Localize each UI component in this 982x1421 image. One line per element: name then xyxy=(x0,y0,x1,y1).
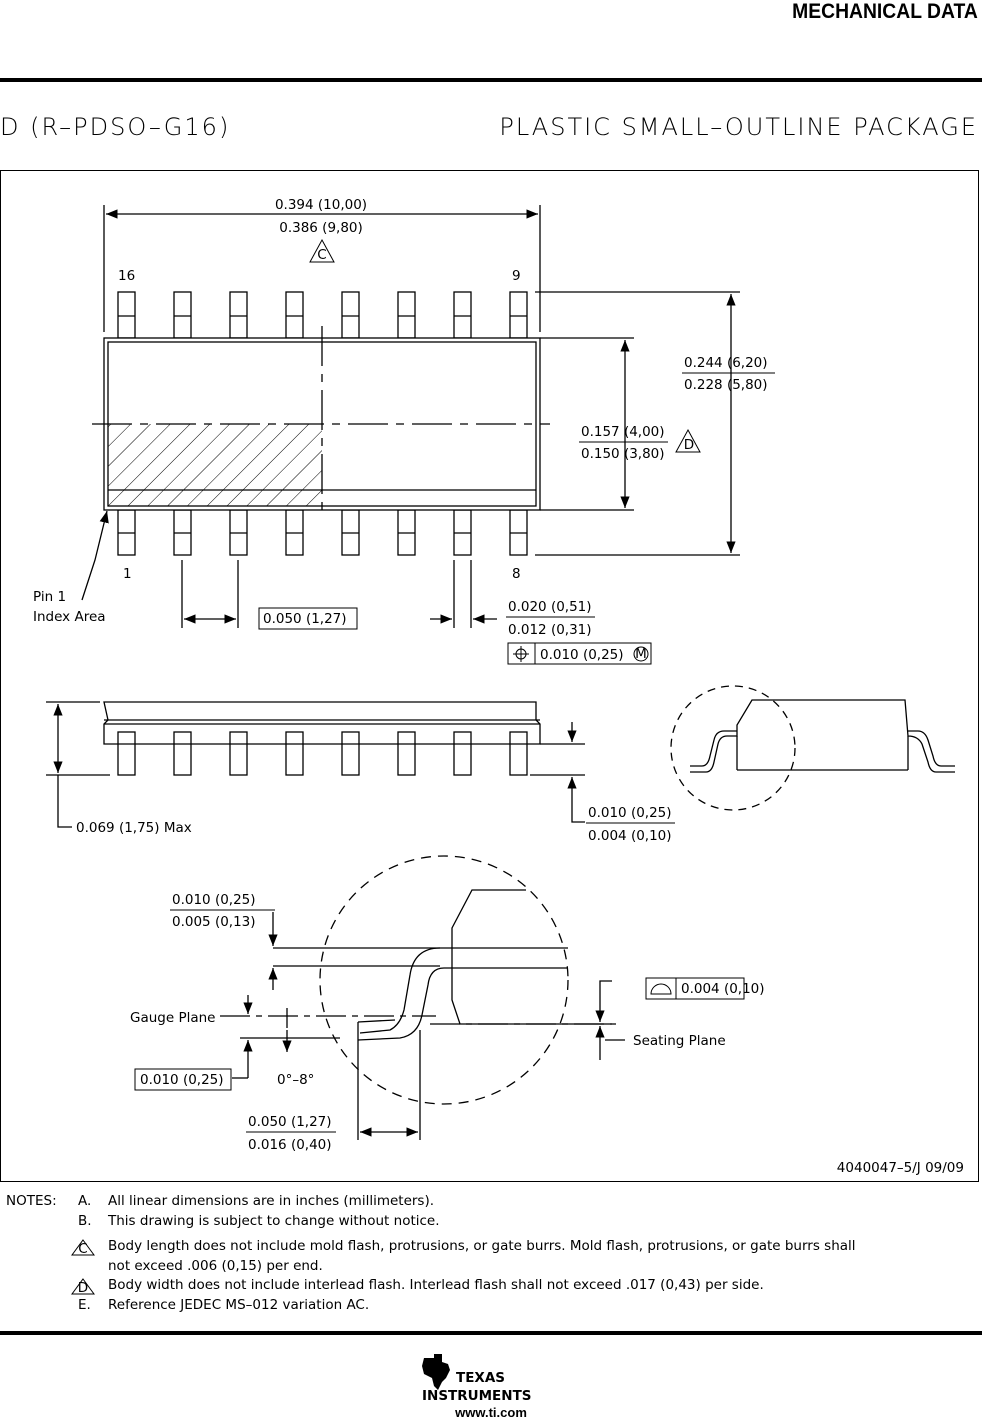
pin-9-label: 9 xyxy=(512,268,521,284)
length-min-label: 0.386 (9,80) xyxy=(279,220,363,236)
texas-instruments-logo xyxy=(420,1352,570,1402)
length-max-label: 0.394 (10,00) xyxy=(274,197,368,213)
overall-width-max-label: 0.244 (6,20) xyxy=(684,355,768,371)
pin1-index-line2: Index Area xyxy=(33,609,106,625)
seating-plane-label: Seating Plane xyxy=(633,1033,726,1049)
standoff-max-label: 0.010 (0,25) xyxy=(588,805,672,821)
position-modifier: M xyxy=(635,646,647,662)
pin-1-label: 1 xyxy=(123,566,132,582)
notes-label: NOTES: xyxy=(6,1193,57,1209)
note-d-triangle-icon xyxy=(71,1278,95,1295)
note-text: Reference JEDEC MS–012 variation AC. xyxy=(108,1296,370,1313)
note-text: All linear dimensions are in inches (millimeters). xyxy=(108,1193,435,1209)
detail-view-labels xyxy=(130,892,964,1176)
gauge-plane-label: Gauge Plane xyxy=(130,1010,216,1026)
gauge-plane-dim-label: 0.010 (0,25) xyxy=(140,1072,224,1088)
coplanarity-label: 0.004 (0,10) xyxy=(681,981,765,997)
notes-section xyxy=(6,1192,966,1315)
note-text: not exceed .006 (0,15) per end. xyxy=(108,1257,323,1274)
svg-text:C: C xyxy=(78,1241,88,1256)
note-text: Body length does not include mold flash, protrusions, or gate burrs. Mold flash, protrusions, or gate burrs shall xyxy=(108,1238,856,1254)
pin-8-label: 8 xyxy=(512,566,521,582)
overall-width-min-label: 0.228 (5,80) xyxy=(684,377,768,393)
lead-width-min-label: 0.012 (0,31) xyxy=(508,622,592,638)
pin1-index-area xyxy=(108,424,322,506)
page-title: MECHANICAL DATA xyxy=(792,0,978,23)
ti-state-icon xyxy=(422,1354,450,1390)
foot-length-max-label: 0.050 (1,27) xyxy=(248,1114,332,1130)
note-letter: E. xyxy=(78,1296,91,1313)
body-width-max-label: 0.157 (4,00) xyxy=(581,424,665,440)
foot-length-min-label: 0.016 (0,40) xyxy=(248,1137,332,1153)
note-d-letter: D xyxy=(683,437,695,453)
side-view xyxy=(46,686,955,827)
pin-16-label: 16 xyxy=(118,268,136,284)
lead-thickness-max-label: 0.010 (0,25) xyxy=(172,892,256,908)
lead-width-max-label: 0.020 (0,51) xyxy=(508,599,592,615)
bottom-leads xyxy=(118,510,527,555)
note-c-triangle-icon xyxy=(71,1239,95,1256)
standoff-min-label: 0.004 (0,10) xyxy=(588,828,672,844)
svg-text:ti: ti xyxy=(429,1362,441,1378)
note-c-letter: C xyxy=(317,247,327,263)
body-width-min-label: 0.150 (3,80) xyxy=(581,446,665,462)
bottom-rule xyxy=(0,1331,982,1335)
svg-text:D: D xyxy=(77,1280,89,1295)
footer-url[interactable]: www.ti.com xyxy=(455,1405,527,1420)
package-code: D (R–PDSO–G16) xyxy=(0,113,231,141)
svg-text:INSTRUMENTS: INSTRUMENTS xyxy=(422,1388,532,1402)
pin1-index-line1: Pin 1 xyxy=(33,589,67,605)
position-tolerance-label: 0.010 (0,25) xyxy=(540,647,624,663)
note-letter: A. xyxy=(78,1193,92,1209)
note-letter: B. xyxy=(78,1212,92,1229)
drawing-id: 4040047–5/J 09/09 xyxy=(836,1160,964,1176)
pitch-label: 0.050 (1,27) xyxy=(263,611,347,627)
height-max-label: 0.069 (1,75) Max xyxy=(76,820,192,836)
angle-label: 0°–8° xyxy=(277,1072,315,1088)
side-view-labels xyxy=(76,805,675,844)
svg-text:TEXAS: TEXAS xyxy=(456,1370,506,1386)
package-name: PLASTIC SMALL–OUTLINE PACKAGE xyxy=(499,113,978,141)
detail-view xyxy=(220,856,625,1140)
note-text: This drawing is subject to change without notice. xyxy=(108,1212,440,1229)
lead-thickness-min-label: 0.005 (0,13) xyxy=(172,914,256,930)
top-view xyxy=(82,205,740,628)
note-text: Body width does not include interlead flash. Interlead flash shall not exceed .017 (0,43) per side. xyxy=(108,1277,764,1293)
